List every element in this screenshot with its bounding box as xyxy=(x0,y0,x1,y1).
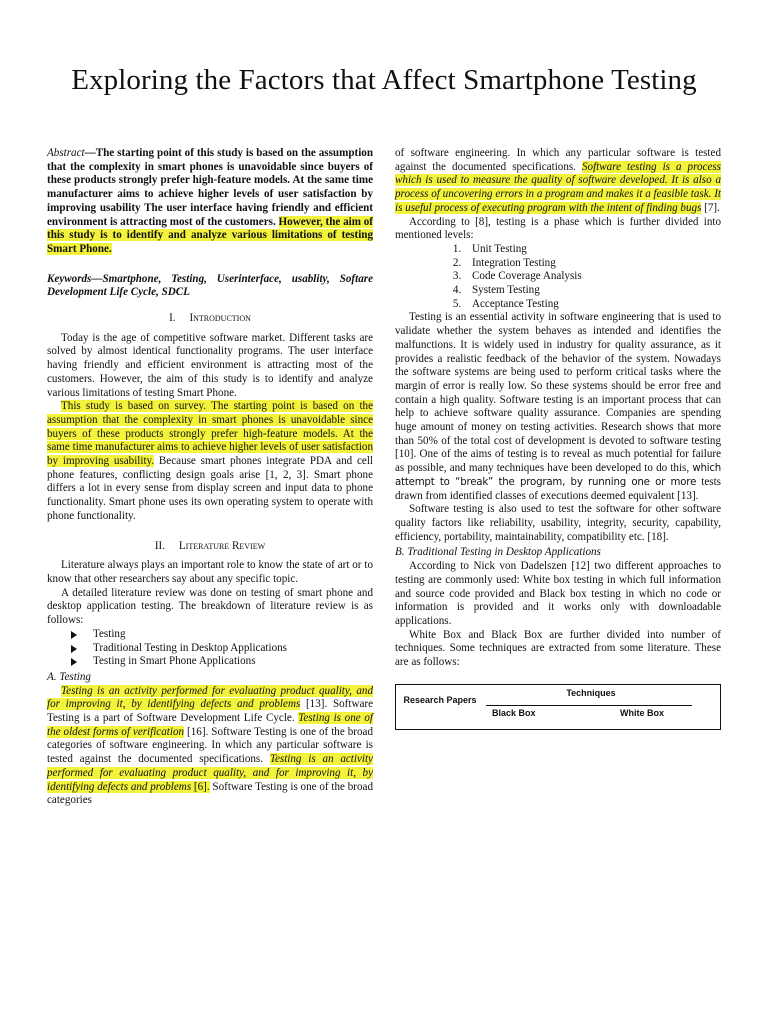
testing-highlight-3-cite: [6]. xyxy=(191,780,210,793)
right-paragraph-4: Software testing is also used to test the software for other software quality factors like reliability, usability, integrity, security, capability, efficiency, portability, maintainability, compatibility etc. [18]. xyxy=(395,503,721,543)
right-paragraph-5: According to Nick von Dadelszen [12] two different approaches to testing are commonly used: White box testing in which full information and source code provided and Black box testing in which no code or information is provided and it works only with downloadable applications. xyxy=(395,560,721,627)
list-item: 2. Integration Testing xyxy=(464,257,721,271)
testing-levels-list xyxy=(395,243,721,312)
abstract-highlight: However, the aim of this study is to identify and analyze various limitations of testing Smart Phone. xyxy=(47,215,374,255)
list-item: 3. Code Coverage Analysis xyxy=(464,270,721,284)
literature-paragraph-2: A detailed literature review was done on testing of smart phone and desktop application testing. The breakdown of literature review is as follows: xyxy=(47,586,373,627)
list-item: 4. System Testing xyxy=(464,284,721,298)
right-paragraph-1: of software engineering. In which any particular software is tested against the documented specifications. Software testing is a process which is used to measure the quality of software developed. It is also a process of uncovering errors in a program and makes it a feasible task. It is useful process of executing program with the intent of finding bugs [7]. xyxy=(395,147,722,214)
literature-bullet-list xyxy=(47,628,373,669)
software-testing-highlight: Software testing is a process which is used to measure the quality of software developed. It is also a process of uncovering errors in a program and makes it a feasible task. It is useful process of executing program with the intent of finding bugs xyxy=(395,160,722,214)
intro-paragraph-1: Today is the age of competitive software market. Different tasks are solved by almost identical functionality programs. The user interface having friendly and efficient environment is attracting most of the customers. However, the aim of this study is to identify and analyze various limitations of testing Smart Phone. xyxy=(47,331,373,399)
intro-paragraph-2 xyxy=(47,400,373,523)
table-divider xyxy=(486,705,692,706)
list-item: Traditional Testing in Desktop Applications xyxy=(71,642,373,656)
testing-paragraph: Testing is an activity performed for evaluating product quality, and for improving it, by identifying defects and problems [13]. Software Testing is a part of Software Development Life Cycle. Testing is one of the oldest forms of verification [16]. Software Testing is one of the broad categories of software engineering. In which any particular software is tested against the documented specifications. Testing is an activity performed for evaluating product quality, and for improving it, by identifying defects and problems [6]. Software Testing is one of the broad categories xyxy=(47,684,373,807)
right-paragraph-6: White Box and Black Box are further divided into number of techniques. Some techniques are extracted from some literature. These are as follows: xyxy=(395,628,721,669)
section-number: I. xyxy=(169,312,176,325)
literature-paragraph-1: Literature always plays an important role to know the state of art or to know that other researchers say about any specific topic. xyxy=(47,559,373,585)
testing-highlight-3: Testing is an activity performed for evaluating product quality, and for improving it, by identifying defects and problems xyxy=(47,753,373,793)
testing-highlight-1: Testing is an activity performed for evaluating product quality, and for improving it, by identifying defects and problems xyxy=(47,684,373,711)
section-heading-literature-review xyxy=(47,540,373,554)
right-column xyxy=(395,147,721,730)
section-title: Introduction xyxy=(189,312,251,325)
abstract xyxy=(47,147,373,257)
section-heading-introduction xyxy=(47,312,373,326)
list-item: 5. Acceptance Testing xyxy=(464,298,721,312)
triangle-bullet-icon xyxy=(71,645,77,653)
section-title: Literature Review xyxy=(178,539,266,552)
left-column xyxy=(47,147,373,808)
table-header-white-box: White Box xyxy=(620,707,664,718)
list-item: 1. Unit Testing xyxy=(464,243,721,257)
paper-title: Exploring the Factors that Affect Smartphone Testing xyxy=(71,64,697,96)
abstract-lead: Abstract xyxy=(47,147,85,159)
abstract-text: The starting point of this study is based on the assumption that the complexity in smart phones is unavoidable since buyers of these products strongly prefer high-feature models. At the same time manufacturer aims to achieve higher levels of user satisfaction by improving usability The user interface having friendly and efficient environment is attracting most of the customers. xyxy=(47,147,373,228)
section-number: II. xyxy=(154,539,165,552)
right-paragraph-2: According to [8], testing is a phase which is further divided into mentioned levels: xyxy=(395,215,721,242)
right-paragraph-3: Testing is an essential activity in software engineering that is used to validate whether the system behaves as intended and identifies the malfunctions. It is widely used in industry for quality assurance, as it provides a realistic feedback of the behavior of the system. Nowadays the software systems are being used to perform critical tasks where the margin of error is really low. So these systems should be error free and contain a high quality. Software testing is an important process that can help to achieve software quality assurance. Companies are spending huge amount of money on testing activities. Research shows that more than 50% of the total cost of development is devoted to software testing [10]. One of the aims of testing is to reveal as much potential for failure as possible, and many techniques have been developed to do this, which attempt to “break” the program, by running one or more tests drawn from identified classes of executions deemed equivalent [13]. xyxy=(395,311,721,502)
list-item: Testing xyxy=(71,628,373,642)
table-header-black-box: Black Box xyxy=(492,707,536,718)
subsection-heading-traditional-testing: B. Traditional Testing in Desktop Applications xyxy=(395,546,601,559)
table-header-techniques: Techniques xyxy=(566,687,616,698)
subsection-heading-testing: A. Testing xyxy=(47,670,91,683)
table-header-research-papers: Research Papers xyxy=(403,694,477,705)
triangle-bullet-icon xyxy=(71,658,77,666)
triangle-bullet-icon xyxy=(71,631,77,639)
intro-highlight: This study is based on survey. The starting point is based on the assumption that the complexity in smart phones is unavoidable since buyers of these products strongly prefer high-feature models. At the same time manufacturer aims to achieve higher levels of user satisfaction by improving usability. xyxy=(47,400,373,468)
abstract-dash: — xyxy=(84,147,96,159)
testing-highlight-2: Testing is one of the oldest forms of verification xyxy=(47,712,373,738)
intro-paragraph-2-rest: Because smart phones integrate PDA and cell phone features, conflicting design goals arise [1, 2, 3]. Smart phone differs a lot in every sense from display screen and input data to phone functionality. Smart phone uses its own operating system to operate with phone functionality. xyxy=(47,455,373,522)
list-item: Testing in Smart Phone Applications xyxy=(71,655,373,669)
techniques-table xyxy=(395,684,721,730)
keywords: Keywords—Smartphone, Testing, Userinterface, usablity, Softare Development Life Cycle, SDCL xyxy=(47,272,373,299)
